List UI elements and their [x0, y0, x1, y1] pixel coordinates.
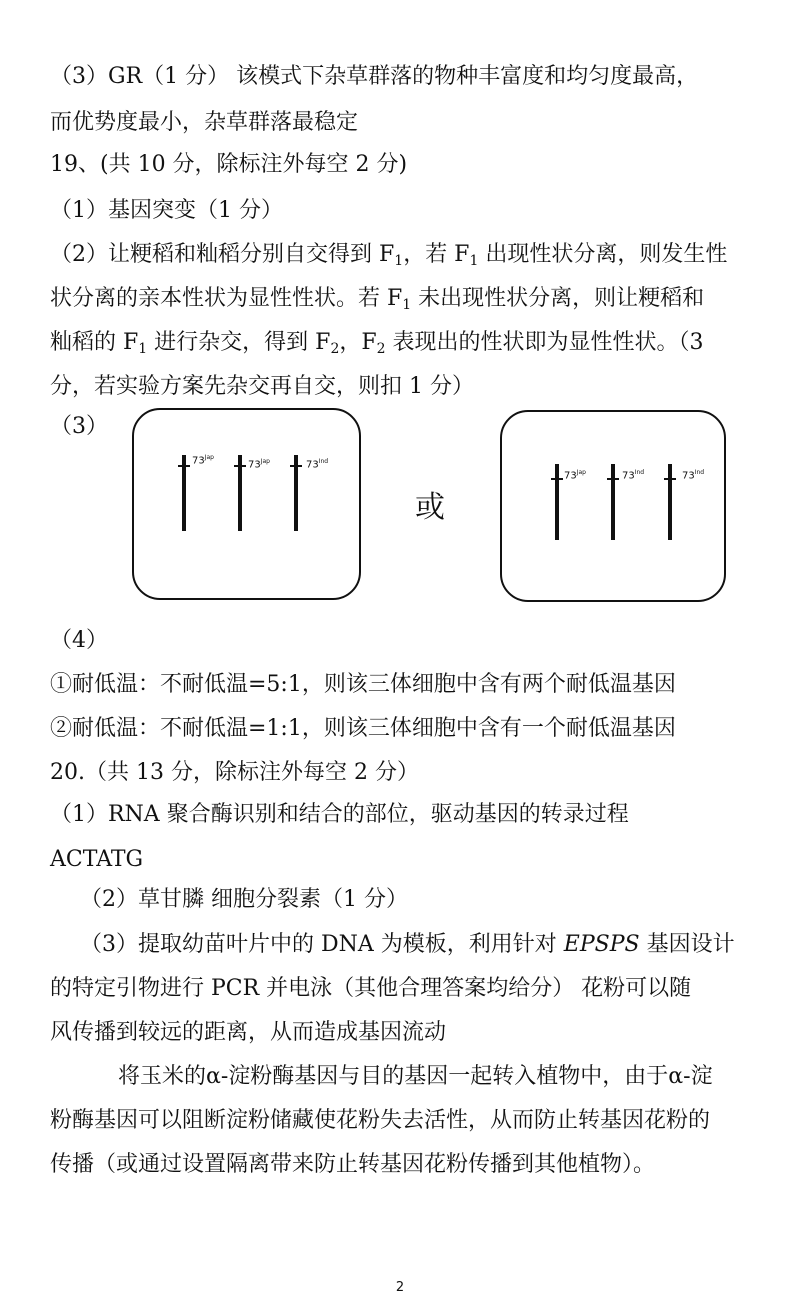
answer-line: ACTATG [50, 847, 144, 872]
answer-line: （1）基因突变（1 分） [50, 198, 283, 223]
locus-label-jap: $73^{Jap}$ [192, 454, 214, 467]
locus-tick [664, 478, 676, 480]
or-label: 或 [415, 490, 445, 525]
answer-line: （3）提取幼苗叶片中的 DNA 为模板，利用针对 EPSPS 基因设计 [80, 932, 735, 957]
answer-line: 分，若实验方案先杂交再自交，则扣 1 分） [50, 374, 474, 399]
answer-line: （2）让粳稻和籼稻分别自交得到 $F_1$，若 $F_1$ 出现性状分离，则发生性 [50, 242, 728, 269]
locus-label-jap: $73^{Jap}$ [248, 458, 270, 471]
locus-label-ind: $73^{Ind}$ [306, 458, 329, 471]
answer-line: 状分离的亲本性状为显性性状。若 $F_1$ 未出现性状分离，则让粳稻和 [50, 286, 705, 313]
answer-line: 的特定引物进行 PCR 并电泳（其他合理答案均给分） 花粉可以随 [50, 976, 692, 1001]
chromosome-bar [668, 464, 672, 540]
answer-line: 籼稻的 $F_1$ 进行杂交，得到 $F_2$，$F_2$ 表现出的性状即为显性性状。（3 [50, 330, 704, 357]
answer-line: 粉酶基因可以阻断淀粉储藏使花粉失去活性，从而防止转基因花粉的 [50, 1108, 711, 1133]
locus-label-ind: $73^{Ind}$ [622, 469, 645, 482]
page-number: 2 [395, 1280, 405, 1295]
locus-tick [178, 465, 190, 467]
answer-line: 风传播到较远的距离，从而造成基因流动 [50, 1020, 447, 1045]
answer-line: ②耐低温：不耐低温=1:1，则该三体细胞中含有一个耐低温基因 [50, 716, 676, 741]
answer-line: （3）GR（1 分） 该模式下杂草群落的物种丰富度和均匀度最高， [50, 64, 699, 89]
locus-tick [234, 465, 246, 467]
chromosome-bar [611, 464, 615, 540]
answer-line: （4） [50, 628, 108, 653]
answer-line: ①耐低温：不耐低温=5:1，则该三体细胞中含有两个耐低温基因 [50, 672, 676, 697]
question-header: 20.（共 13 分，除标注外每空 2 分） [50, 760, 419, 785]
chromosome-diagram-left [132, 408, 361, 600]
answer-line: 将玉米的α-淀粉酶基因与目的基因一起转入植物中，由于α-淀 [118, 1064, 713, 1089]
answer-line: 传播（或通过设置隔离带来防止转基因花粉传播到其他植物）。 [50, 1152, 656, 1177]
question-header: 19、(共 10 分，除标注外每空 2 分) [50, 152, 408, 177]
answer-line: （2）草甘膦 细胞分裂素（1 分） [80, 887, 408, 912]
answer-line: （1）RNA 聚合酶识别和结合的部位，驱动基因的转录过程 [50, 802, 629, 827]
answer-line: （3） [50, 414, 108, 439]
locus-tick [551, 478, 563, 480]
answer-line: 而优势度最小，杂草群落最稳定 [50, 110, 359, 135]
locus-label-ind: $73^{Ind}$ [682, 469, 705, 482]
locus-tick [290, 465, 302, 467]
chromosome-bar [555, 464, 559, 540]
locus-label-jap: $73^{Jap}$ [564, 469, 586, 482]
locus-tick [607, 478, 619, 480]
